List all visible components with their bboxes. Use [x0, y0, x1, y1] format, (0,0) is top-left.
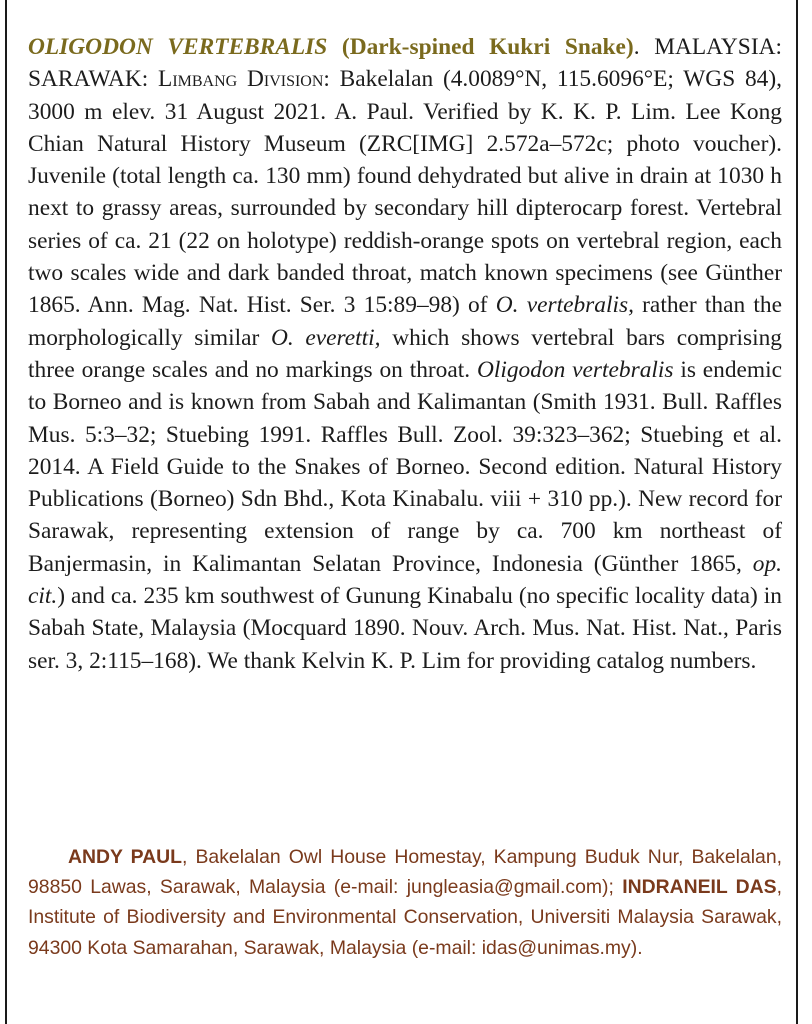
common-name: (Dark-spined Kukri Snake) — [341, 34, 634, 60]
taxon-italic-2: O. everetti, — [270, 324, 381, 351]
citation-italic: op. cit. — [28, 550, 782, 610]
body-text-3: which shows vertebral bars comprising three orange scales and no markings on throat. — [28, 324, 782, 383]
author-name-1: ANDY PAUL — [68, 846, 183, 868]
body-text-1: : Bakelalan (4.0089°N, 115.6096°E; WGS 84), 3000 m elev. 31 August 2021. A. Paul. Verified by K. K. P. Lim. Lee Kong Chian Natural History Museum (ZRC[IMG] 2.572a–572c; photo voucher). Juvenile (total length ca. 130 mm) found dehydrated but alive in drain at 1030 h next to grassy areas, surrounded by secondary hill dipterocarp forest. Vertebral series of ca. 21 (22 on holotype) reddish-orange spots on vertebral region, each two scales wide and dark banded throat, match known specimens (see Günther 1865. Ann. Mag. Nat. Hist. Ser. 3 15:89–98) of — [28, 66, 782, 319]
author-affiliation-1: , Bakelalan Owl House Homestay, Kampung Buduk Nur, Bakelalan, 98850 Lawas, Sarawak, Malaysia (e-mail: jungleasia@gmail.com); — [28, 846, 783, 899]
author-affiliation-2: , Institute of Biodiversity and Environmental Conservation, Universiti Malaysia Sarawak, 94300 Kota Samarahan, Sarawak, Malaysia (e-mail: idas@unimas.my). — [28, 876, 783, 959]
division-name: Limbang Division — [158, 66, 324, 93]
locality-country: . MALAYSIA: SARAWAK: — [28, 34, 782, 93]
author-block — [28, 842, 782, 963]
species-name: OLIGODON VERTEBRALIS — [28, 34, 328, 60]
taxon-italic-1: O. vertebralis, — [495, 292, 634, 319]
body-text-2: rather than the morphologically similar — [28, 292, 782, 351]
body-text-5: ) and ca. 235 km southwest of Gunung Kinabalu (no specific locality data) in Sabah State, Malaysia (Mocquard 1890. Nouv. Arch. Mus. Nat. Hist. Nat., Paris ser. 3, 2:115–168). We thank Kelvin K. P. Lim for providing catalog numbers. — [28, 583, 782, 674]
author-name-2: INDRANEIL DAS — [622, 876, 777, 899]
species-note-body — [28, 31, 782, 677]
body-text-4: is endemic to Borneo and is known from Sabah and Kalimantan (Smith 1931. Bull. Raffles Mus. 5:3–32; Stuebing 1991. Raffles Bull. Zool. 39:323–362; Stuebing et al. 2014. A Field Guide to the Snakes of Borneo. Second edition. Natural History Publications (Borneo) Sdn Bhd., Kota Kinabalu. viii + 310 pp.). New record for Sarawak, representing extension of range by ca. 700 km northeast of Banjermasin, in Kalimantan Selatan Province, Indonesia (Günther 1865, — [28, 356, 783, 577]
taxon-italic-3: Oligodon vertebralis — [476, 356, 674, 383]
